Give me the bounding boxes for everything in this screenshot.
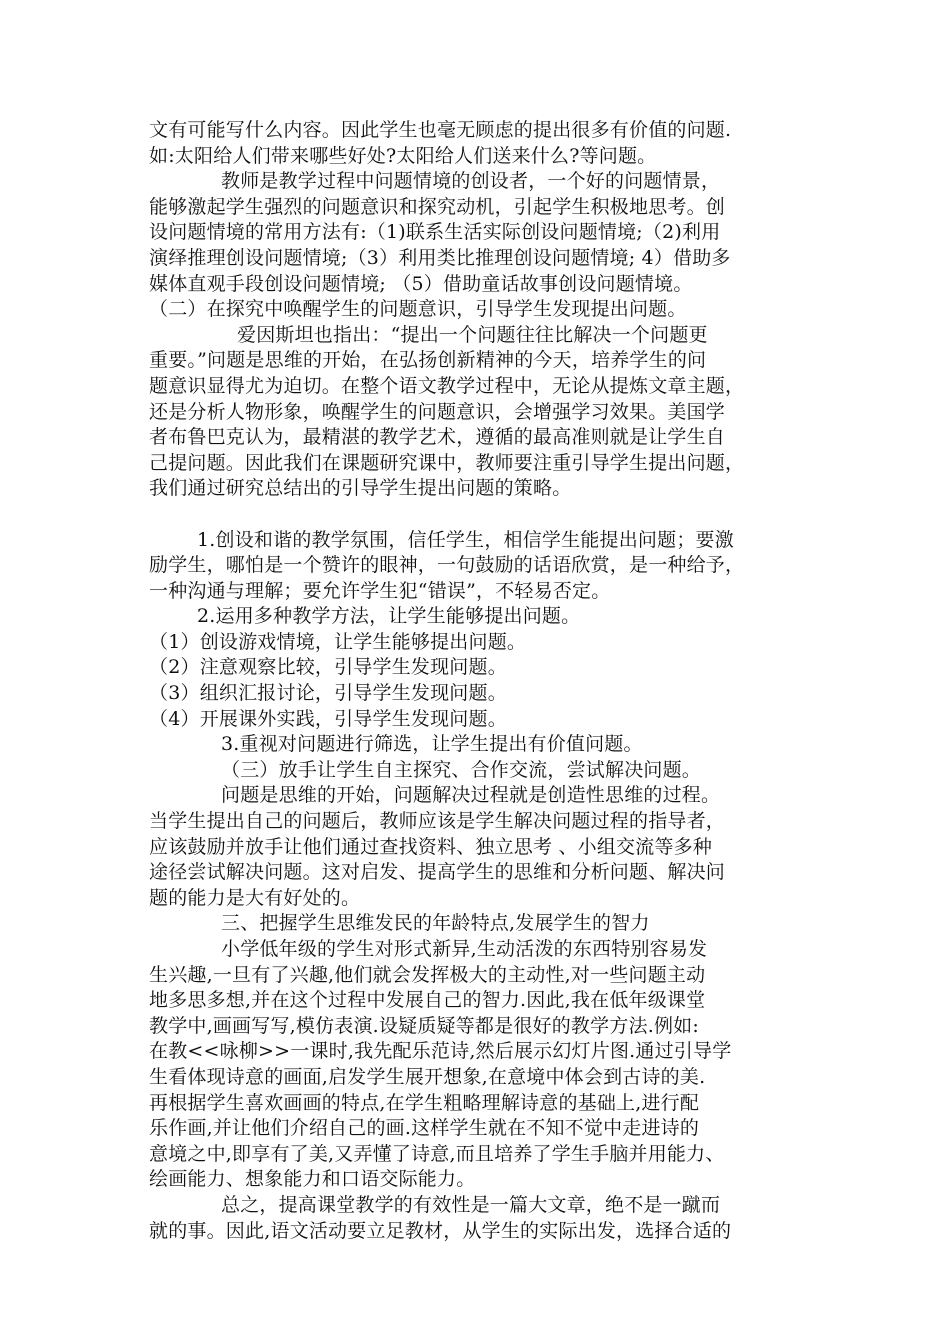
section-heading: （二）在探究中唤醒学生的问题意识，引导学生发现提出问题。 <box>149 298 687 321</box>
text-line: 教师是教学过程中问题情境的创设者，一个好的问题情景， <box>221 170 721 193</box>
list-item: 3.重视对问题进行筛选，让学生提出有价值问题。 <box>221 733 643 756</box>
text-line: 还是分析人物形象，唤醒学生的问题意识，会增强学习效果。美国学 <box>149 400 726 423</box>
text-line: 1.创设和谐的教学氛围，信任学生，相信学生能提出问题；要激 <box>197 528 734 551</box>
text-line: 在教<<咏柳>>一课时,我先配乐范诗,然后展示幻灯片图.通过引导学 <box>149 1040 732 1063</box>
text-line: 途径尝试解决问题。这对启发、提高学生的思维和分析问题、解决问 <box>149 861 726 884</box>
text-line: 生看体现诗意的画面,启发学生展开想象,在意境中体会到古诗的美. <box>149 1065 706 1088</box>
text-line: 己提问题。因此我们在课题研究课中，教师要注重引导学生提出问题， <box>149 451 745 474</box>
list-item: 2.运用多种教学方法，让学生能够提出问题。 <box>197 605 581 628</box>
section-heading: （三）放手让学生自主探究、合作交流，尝试解决问题。 <box>221 758 702 781</box>
text-line: 总之，提高课堂教学的有效性是一篇大文章，绝不是一蹴而 <box>221 1193 721 1216</box>
list-item: （1）创设游戏情境，让学生能够提出问题。 <box>149 630 527 653</box>
text-line: 媒体直观手段创设问题情境; （5）借助童话故事创设问题情境。 <box>149 272 693 295</box>
text-line: 意境之中,即享有了美,又弄懂了诗意,而且培养了学生手脑并用能力、 <box>149 1142 725 1165</box>
text-line: 地多思多想,并在这个过程中发展自己的智力.因此,我在低年级课堂 <box>149 989 706 1012</box>
text-line: 题的能力是大有好处的。 <box>149 886 361 909</box>
text-line: 爱因斯坦也指出：“提出一个问题往往比解决一个问题更 <box>237 323 708 346</box>
list-item: （2）注意观察比较，引导学生发现问题。 <box>149 656 507 679</box>
text-line: 重要。”问题是思维的开始，在弘扬创新精神的今天，培养学生的问 <box>149 349 707 372</box>
text-line: 题意识显得尤为迫切。在整个语文教学过程中，无论从提炼文章主题， <box>149 374 745 397</box>
text-line: 者布鲁巴克认为，最精湛的教学艺术，遵循的最高准则就是让学生自 <box>149 426 726 449</box>
text-line: 绘画能力、想象能力和口语交际能力。 <box>149 1168 476 1191</box>
text-line: 励学生，哪怕是一个赞许的眼神，一句鼓励的话语欣赏，是一种给予， <box>149 554 745 577</box>
text-line: 就的事。因此,语文活动要立足教材，从学生的实际出发，选择合适的 <box>149 1219 732 1242</box>
text-line: 乐作画,并让他们介绍自己的画.这样学生就在不知不觉中走进诗的 <box>149 1117 700 1140</box>
list-item: （4）开展课外实践，引导学生发现问题。 <box>149 707 507 730</box>
text-line: 文有可能写什么内容。因此学生也毫无顾虑的提出很多有价值的问题. <box>149 119 732 141</box>
paragraph-gap <box>149 502 819 528</box>
text-line: 教学中,画画写写,模仿表演.设疑质疑等都是很好的教学方法.例如: <box>149 1014 699 1037</box>
text-line: 小学低年级的学生对形式新异,生动活泼的东西特别容易发 <box>221 938 708 960</box>
text-line: 再根据学生喜欢画画的特点,在学生粗略理解诗意的基础上,进行配 <box>149 1091 700 1114</box>
text-line: 当学生提出自己的问题后，教师应该是学生解决问题过程的指导者， <box>149 810 726 833</box>
text-line: 如:太阳给人们带来哪些好处?太阳给人们送来什么?等问题。 <box>149 144 657 167</box>
text-line: 生兴趣,一旦有了兴趣,他们就会发挥极大的主动性,对一些问题主动 <box>149 963 706 986</box>
text-line: 演绎推理创设问题情境;（3）利用类比推理创设问题情境; 4）借助多 <box>149 246 731 269</box>
text-line: 设问题情境的常用方法有:（1)联系生活实际创设问题情境;（2)利用 <box>149 221 721 244</box>
text-line: 能够激起学生强烈的问题意识和探究动机，引起学生积极地思考。创 <box>149 195 726 218</box>
section-heading: 三、把握学生思维发民的年龄特点,发展学生的智力 <box>221 912 650 935</box>
text-line: 我们通过研究总结出的引导学生提出问题的策略。 <box>149 477 572 500</box>
text-line: 一种沟通与理解；要允许学生犯“错误”，不轻易否定。 <box>149 579 611 602</box>
body-text <box>149 118 819 1244</box>
text-line: 问题是思维的开始，问题解决过程就是创造性思维的过程。 <box>221 784 721 807</box>
list-item: （3）组织汇报讨论，引导学生发现问题。 <box>149 682 507 705</box>
text-line: 应该鼓励并放手让他们通过查找资料、独立思考 、小组交流等多种 <box>149 835 713 858</box>
